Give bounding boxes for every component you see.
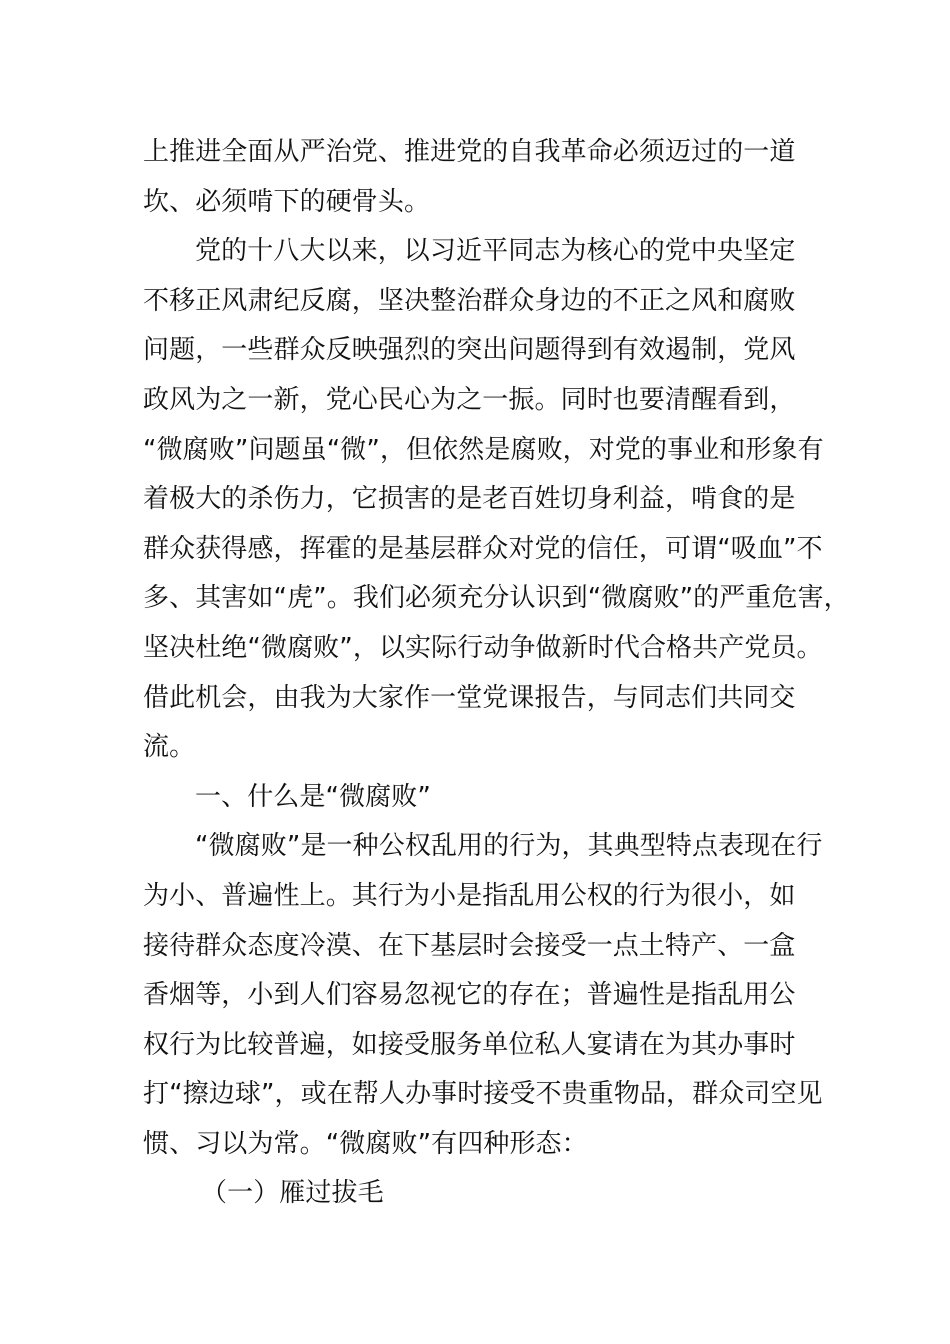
- text-line: 坎、必须啃下的硬骨头。: [143, 186, 431, 217]
- text-line: 不移正风肃纪反腐，坚决整治群众身边的不正之风和腐败: [143, 285, 796, 316]
- text-line: 坚决杜绝“微腐败”，以实际行动争做新时代合格共产党员。: [143, 632, 823, 663]
- text-line: 香烟等，小到人们容易忽视它的存在；普遍性是指乱用公: [143, 980, 796, 1011]
- text-line: 为小、普遍性上。其行为小是指乱用公权的行为很小，如: [143, 880, 796, 911]
- text-line: 惯、习以为常。“微腐败”有四种形态：: [143, 1128, 588, 1159]
- text-line: 权行为比较普遍，如接受服务单位私人宴请在为其办事时: [143, 1029, 796, 1060]
- paragraph-start-line: 党的十八大以来，以习近平同志为核心的党中央坚定: [195, 236, 796, 267]
- text-line: “微腐败”问题虽“微”，但依然是腐败，对党的事业和形象有: [143, 434, 824, 465]
- paragraph-start-line: “微腐败”是一种公权乱用的行为，其典型特点表现在行: [195, 831, 823, 862]
- section-heading: 一、什么是“微腐败”: [195, 781, 431, 812]
- text-line: 政风为之一新，党心民心为之一振。同时也要清醒看到，: [143, 384, 796, 415]
- text-line: 流。: [143, 732, 196, 763]
- text-line: 借此机会，由我为大家作一堂党课报告，与同志们共同交: [143, 682, 796, 713]
- text-line: 群众获得感，挥霍的是基层群众对党的信任，可谓“吸血”不: [143, 533, 823, 564]
- subsection-heading: （一）雁过拔毛: [201, 1178, 384, 1209]
- text-line: 打“擦边球”，或在帮人办事时接受不贵重物品，群众司空见: [143, 1079, 823, 1110]
- text-line: 多、其害如“虎”。我们必须充分认识到“微腐败”的严重危害，: [143, 583, 850, 614]
- text-line: 上推进全面从严治党、推进党的自我革命必须迈过的一道: [143, 137, 796, 167]
- text-line: 着极大的杀伤力，它损害的是老百姓切身利益，啃食的是: [143, 484, 796, 515]
- body-text: [143, 128, 850, 1219]
- text-line: 接待群众态度冷漠、在下基层时会接受一点土特产、一盒: [143, 930, 796, 961]
- text-line: 问题，一些群众反映强烈的突出问题得到有效遏制，党风: [143, 335, 796, 366]
